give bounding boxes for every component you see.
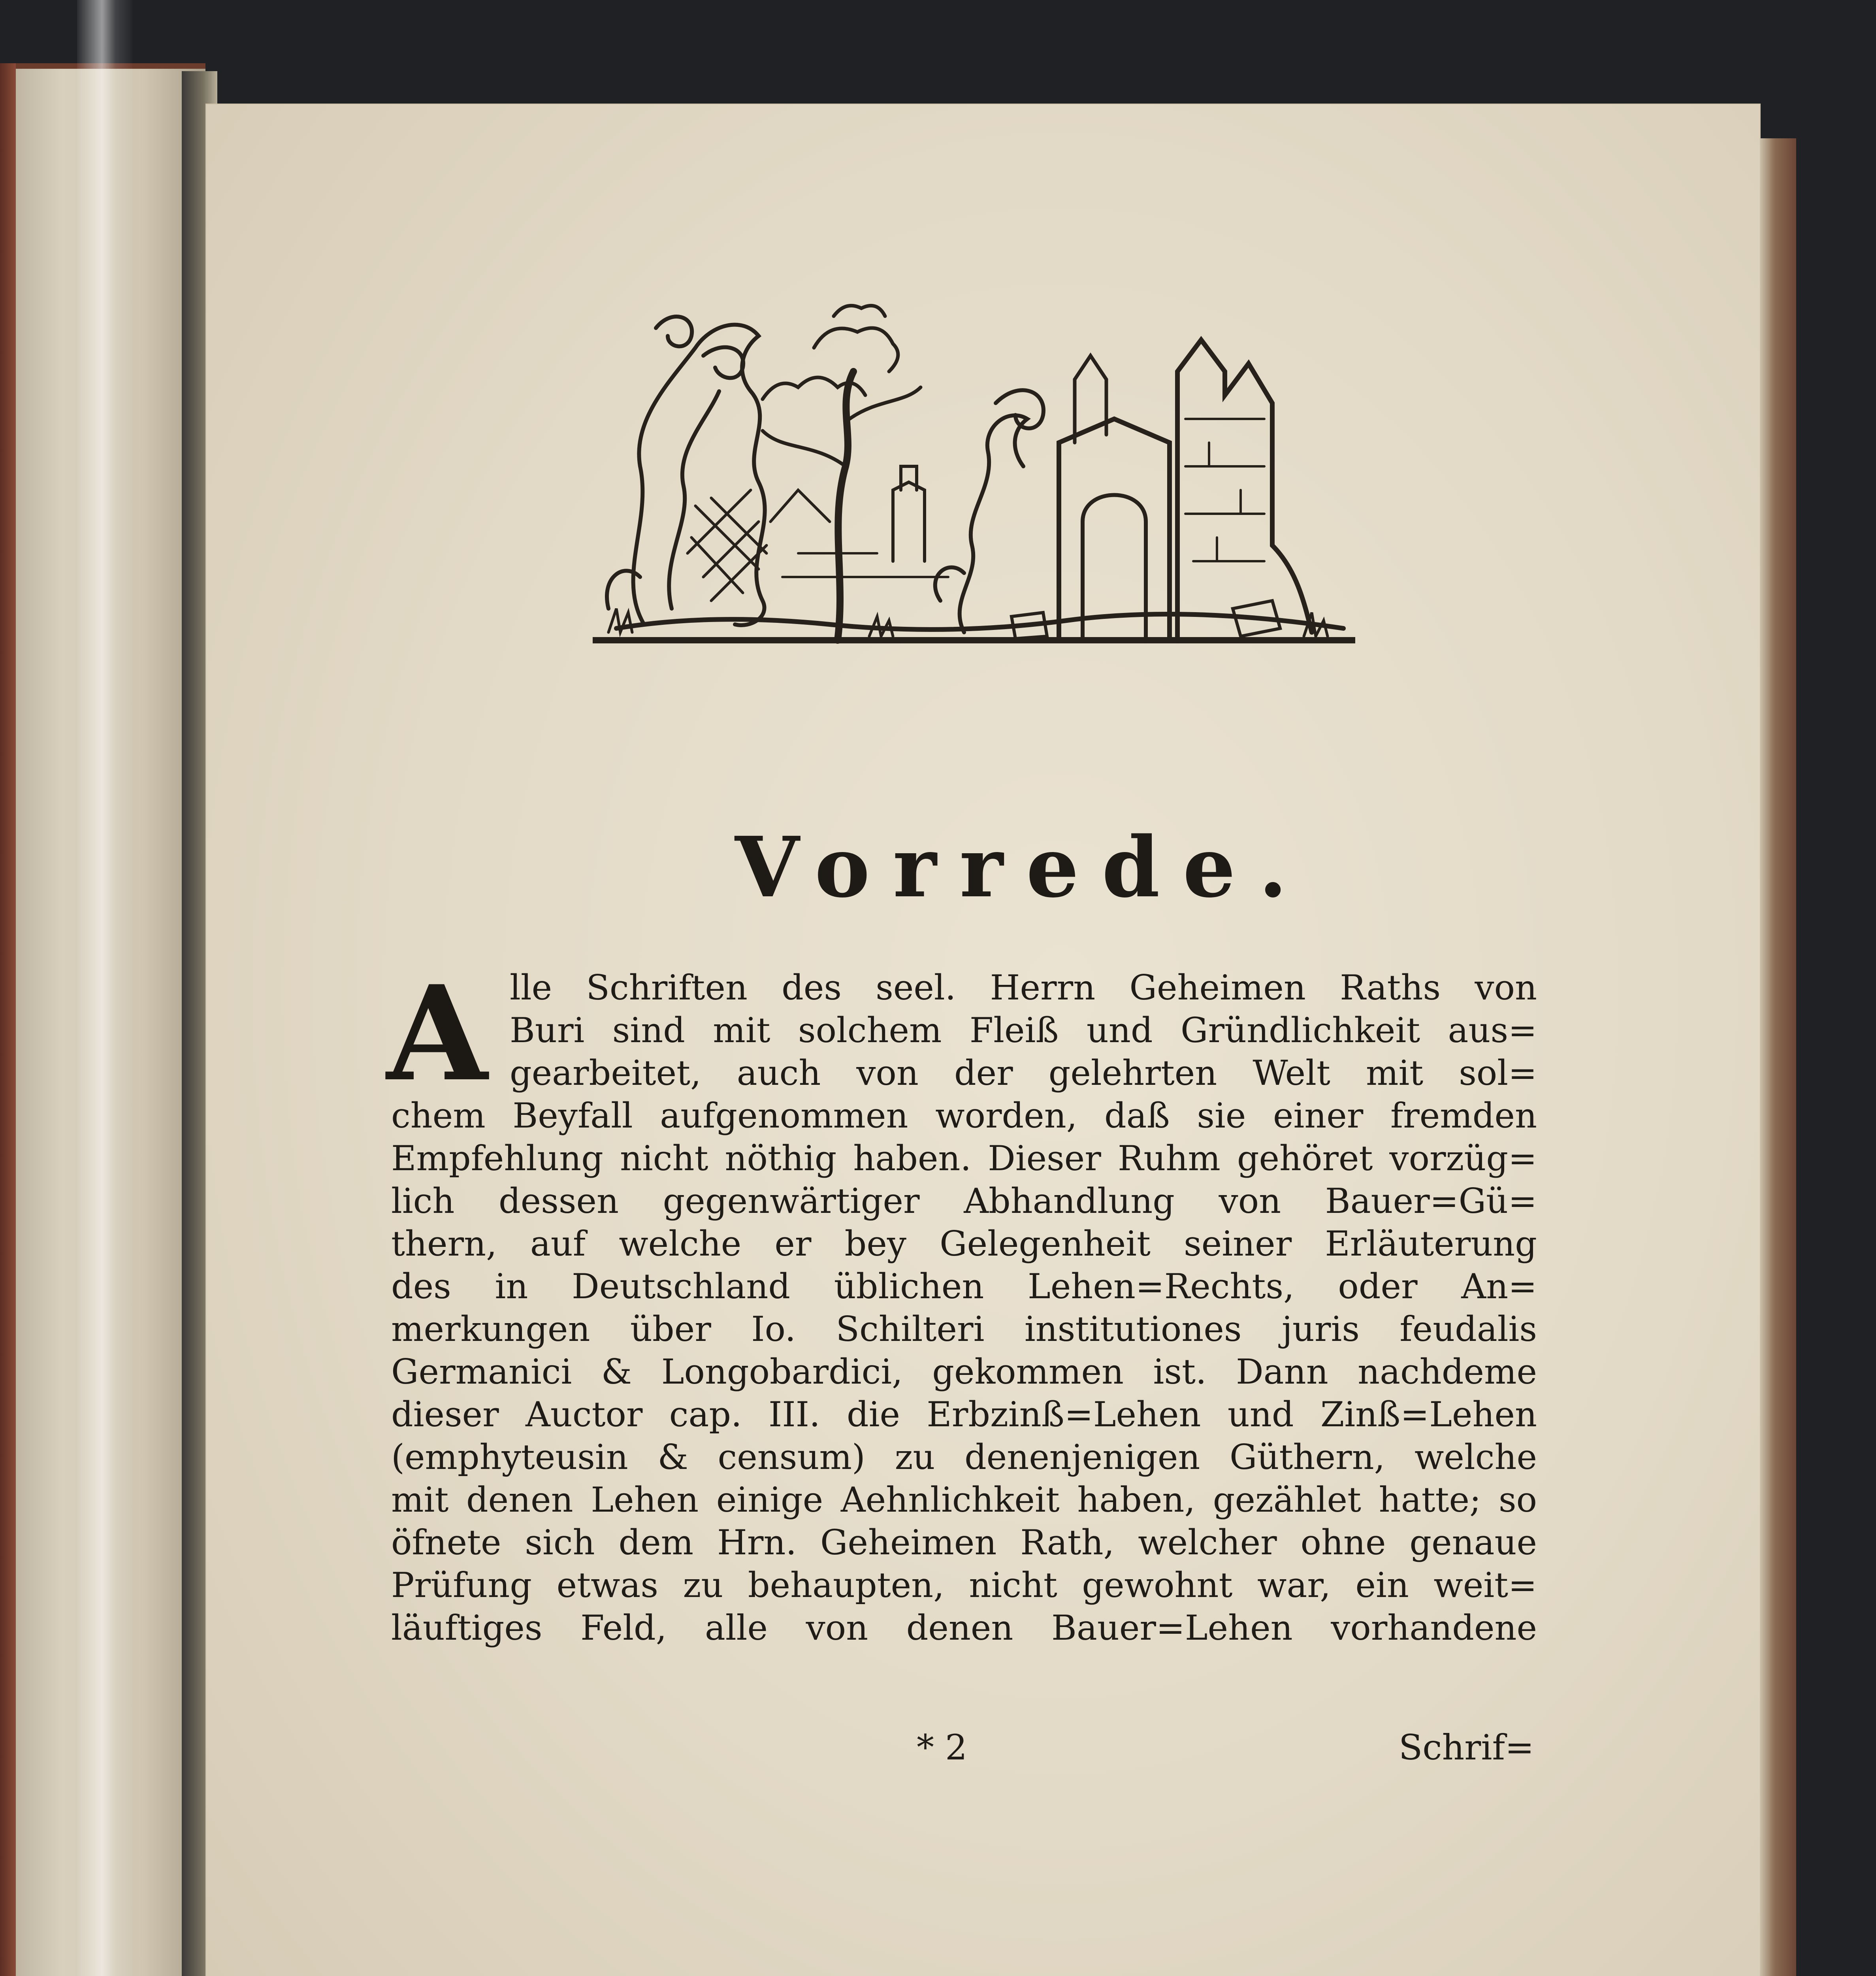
text-line: lich dessen gegenwärtiger Abhandlung von Bauer=Gü= <box>391 1181 1537 1221</box>
page-fore-edge <box>1761 138 1796 1976</box>
text-line: dieser Auctor cap. III. die Erbzinß=Lehen und Zinß=Lehen <box>391 1394 1537 1435</box>
text-line: gearbeitet, auch von der gelehrten Welt mit sol= <box>510 1053 1537 1093</box>
text-line: lle Schriften des seel. Herrn Geheimen Raths von <box>510 967 1537 1008</box>
woodcut-headpiece-icon <box>593 300 1355 644</box>
text-line: Empfehlung nicht nöthig haben. Dieser Ruhm gehöret vorzüg= <box>391 1138 1537 1178</box>
text-line: chem Beyfall aufgenommen worden, daß sie einer fremden <box>391 1095 1537 1136</box>
text-line: Germanici & Longobardici, gekommen ist. Dann nachdeme <box>391 1352 1537 1392</box>
text-line: öfnete sich dem Hrn. Geheimen Rath, welcher ohne genaue <box>391 1522 1537 1563</box>
body-text <box>386 957 1537 1649</box>
text-line: merkungen über Io. Schilteri institutiones juris feudalis <box>391 1309 1537 1349</box>
glass-clamp-strip <box>77 0 132 1976</box>
text-line: des in Deutschland üblichen Lehen=Rechts, oder An= <box>391 1266 1537 1307</box>
text-line: mit denen Lehen einige Aehnlichkeit haben, gezählet hatte; so <box>391 1480 1537 1520</box>
drop-cap-initial: A <box>386 957 488 1110</box>
text-line: läuftiges Feld, alle von denen Bauer=Lehen vorhandene <box>391 1608 1537 1648</box>
text-line: (emphyteusin & censum) zu denenjenigen Güthern, welche <box>391 1437 1537 1477</box>
text-line: Prüfung etwas zu behaupten, nicht gewohnt war, ein weit= <box>391 1565 1537 1605</box>
text-line: Buri sind mit solchem Fleiß und Gründlichkeit aus= <box>510 1010 1537 1050</box>
text-line: thern, auf welche er bey Gelegenheit seiner Erläuterung <box>391 1224 1537 1264</box>
signature-mark: * 2 <box>917 1727 967 1768</box>
catchword: Schrif= <box>1399 1727 1534 1768</box>
page-title: Vorrede. <box>735 818 1311 916</box>
left-cover-edge <box>0 63 16 1976</box>
